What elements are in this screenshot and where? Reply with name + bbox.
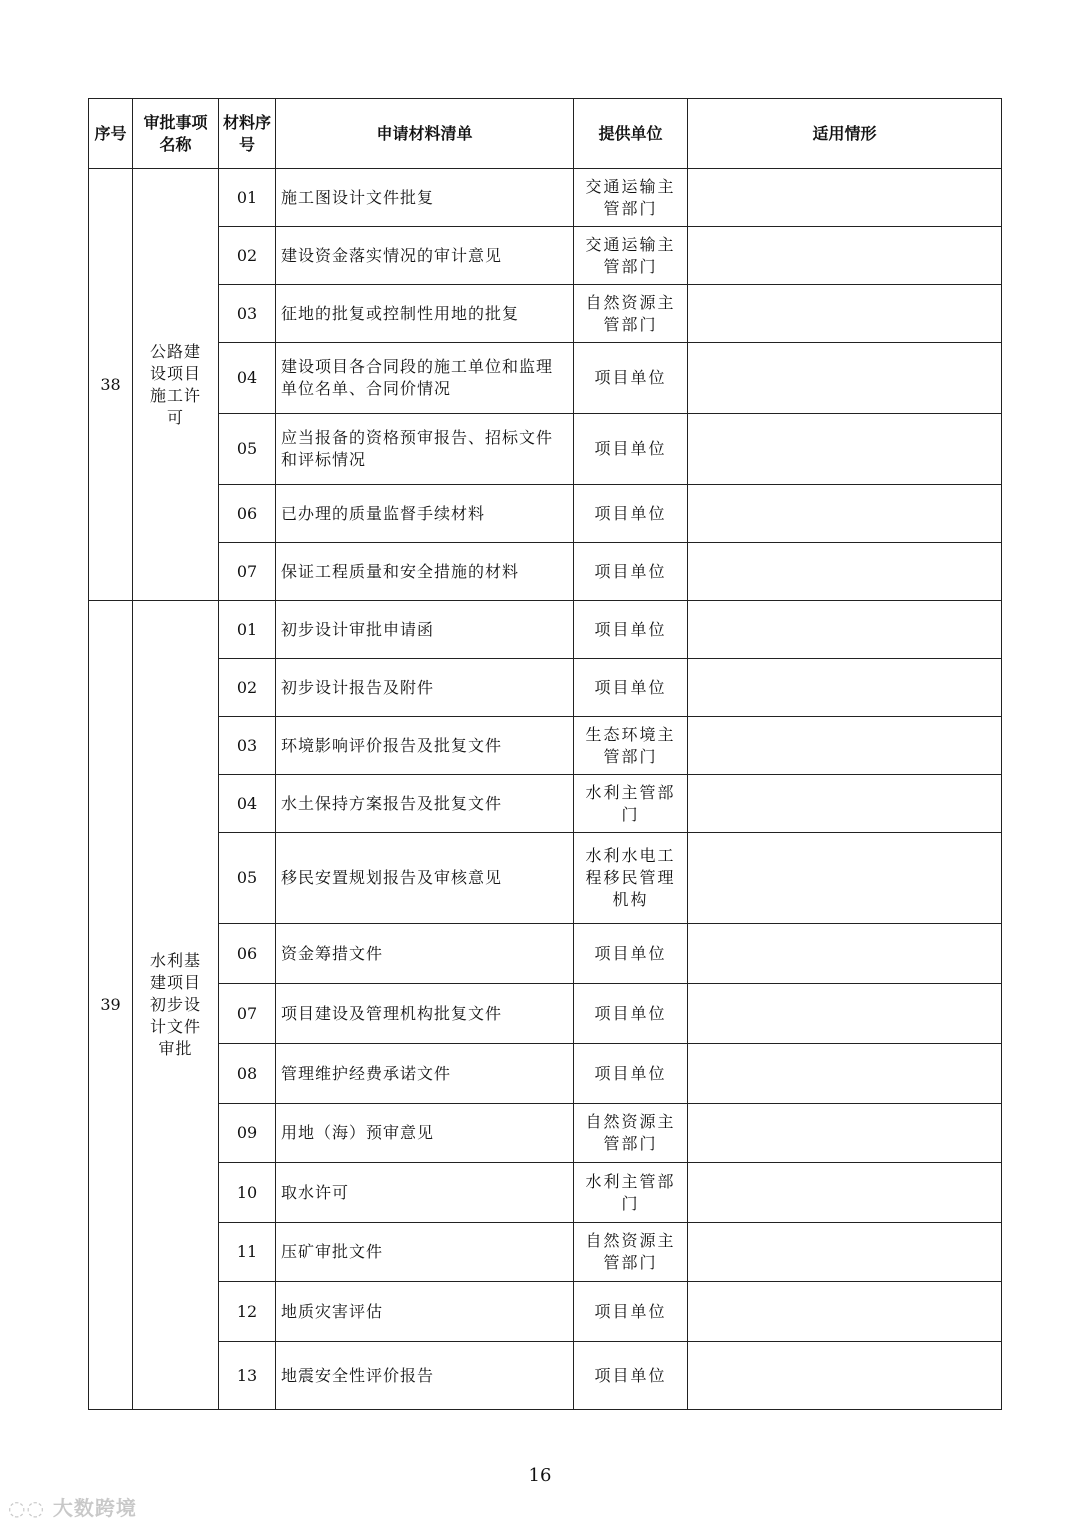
- table-row: [89, 775, 1002, 833]
- table-row: [89, 924, 1002, 984]
- applicable-case: [688, 227, 1002, 285]
- material-no: 09: [219, 1104, 276, 1163]
- table-row: [89, 601, 1002, 659]
- table-row: [89, 1104, 1002, 1163]
- material-no: 05: [219, 833, 276, 924]
- material-description: 移民安置规划报告及审核意见: [276, 833, 574, 924]
- header-seq: 序号: [89, 99, 133, 169]
- material-description: 征地的批复或控制性用地的批复: [276, 285, 574, 343]
- provider-unit: 项目单位: [574, 543, 688, 601]
- table-row: [89, 485, 1002, 543]
- material-description: 地质灾害评估: [276, 1282, 574, 1342]
- watermark-logo: [8, 1492, 137, 1521]
- table-row: [89, 227, 1002, 285]
- provider-unit: 项目单位: [574, 924, 688, 984]
- applicable-case: [688, 659, 1002, 717]
- table-row: [89, 1223, 1002, 1282]
- provider-unit: 项目单位: [574, 984, 688, 1044]
- provider-unit: 项目单位: [574, 1342, 688, 1410]
- provider-unit: 水利主管部门: [574, 775, 688, 833]
- material-no: 08: [219, 1044, 276, 1104]
- material-description: 初步设计报告及附件: [276, 659, 574, 717]
- table-row: [89, 1163, 1002, 1223]
- material-description: 项目建设及管理机构批复文件: [276, 984, 574, 1044]
- material-description: 水土保持方案报告及批复文件: [276, 775, 574, 833]
- applicable-case: [688, 1282, 1002, 1342]
- material-description: 地震安全性评价报告: [276, 1342, 574, 1410]
- material-no: 06: [219, 485, 276, 543]
- header-applicable-case: 适用情形: [688, 99, 1002, 169]
- provider-unit: 水利水电工程移民管理机构: [574, 833, 688, 924]
- material-description: 取水许可: [276, 1163, 574, 1223]
- material-no: 04: [219, 343, 276, 414]
- chat-bubble-icon: ◌◌: [8, 1496, 45, 1520]
- header-row: [89, 99, 1002, 169]
- applicable-case: [688, 984, 1002, 1044]
- material-no: 01: [219, 601, 276, 659]
- table-row: [89, 659, 1002, 717]
- approval-item-name: 水利基建项目初步设计文件审批: [133, 601, 219, 1410]
- applicable-case: [688, 1104, 1002, 1163]
- applicable-case: [688, 1223, 1002, 1282]
- applicable-case: [688, 717, 1002, 775]
- group-seq: 38: [89, 169, 133, 601]
- provider-unit: 项目单位: [574, 1044, 688, 1104]
- applicable-case: [688, 775, 1002, 833]
- provider-unit: 交通运输主管部门: [574, 169, 688, 227]
- table-row: [89, 343, 1002, 414]
- group-seq: 39: [89, 601, 133, 1410]
- material-no: 12: [219, 1282, 276, 1342]
- material-no: 03: [219, 717, 276, 775]
- material-description: 施工图设计文件批复: [276, 169, 574, 227]
- provider-unit: 交通运输主管部门: [574, 227, 688, 285]
- applicable-case: [688, 414, 1002, 485]
- applicable-case: [688, 601, 1002, 659]
- material-no: 11: [219, 1223, 276, 1282]
- applicable-case: [688, 543, 1002, 601]
- table-row: [89, 1342, 1002, 1410]
- page-number: 16: [528, 1465, 552, 1486]
- provider-unit: 生态环境主管部门: [574, 717, 688, 775]
- table-row: [89, 1044, 1002, 1104]
- material-no: 03: [219, 285, 276, 343]
- applicable-case: [688, 1044, 1002, 1104]
- material-description: 管理维护经费承诺文件: [276, 1044, 574, 1104]
- table-row: [89, 1282, 1002, 1342]
- material-description: 环境影响评价报告及批复文件: [276, 717, 574, 775]
- table-row: [89, 833, 1002, 924]
- provider-unit: 自然资源主管部门: [574, 1104, 688, 1163]
- material-description: 用地（海）预审意见: [276, 1104, 574, 1163]
- applicable-case: [688, 343, 1002, 414]
- table-row: [89, 285, 1002, 343]
- material-no: 02: [219, 659, 276, 717]
- header-item-name: 审批事项名称: [133, 99, 219, 169]
- header-provider: 提供单位: [574, 99, 688, 169]
- provider-unit: 水利主管部门: [574, 1163, 688, 1223]
- material-no: 13: [219, 1342, 276, 1410]
- material-no: 07: [219, 984, 276, 1044]
- table-row: [89, 414, 1002, 485]
- table-row: [89, 717, 1002, 775]
- applicable-case: [688, 285, 1002, 343]
- material-no: 05: [219, 414, 276, 485]
- watermark-text: 大数跨境: [52, 1496, 137, 1520]
- material-no: 10: [219, 1163, 276, 1223]
- applicable-case: [688, 924, 1002, 984]
- table-body: [89, 169, 1002, 1410]
- material-no: 04: [219, 775, 276, 833]
- applicable-case: [688, 1342, 1002, 1410]
- material-description: 建设项目各合同段的施工单位和监理单位名单、合同价情况: [276, 343, 574, 414]
- material-description: 压矿审批文件: [276, 1223, 574, 1282]
- provider-unit: 项目单位: [574, 659, 688, 717]
- table-row: [89, 169, 1002, 227]
- provider-unit: 自然资源主管部门: [574, 285, 688, 343]
- provider-unit: 项目单位: [574, 414, 688, 485]
- material-no: 02: [219, 227, 276, 285]
- materials-table: [88, 98, 1002, 1410]
- provider-unit: 项目单位: [574, 601, 688, 659]
- applicable-case: [688, 833, 1002, 924]
- material-description: 保证工程质量和安全措施的材料: [276, 543, 574, 601]
- table-row: [89, 984, 1002, 1044]
- header-material-no: 材料序号: [219, 99, 276, 169]
- material-description: 建设资金落实情况的审计意见: [276, 227, 574, 285]
- provider-unit: 自然资源主管部门: [574, 1223, 688, 1282]
- provider-unit: 项目单位: [574, 1282, 688, 1342]
- header-material-list: 申请材料清单: [276, 99, 574, 169]
- material-no: 06: [219, 924, 276, 984]
- provider-unit: 项目单位: [574, 485, 688, 543]
- material-description: 应当报备的资格预审报告、招标文件和评标情况: [276, 414, 574, 485]
- provider-unit: 项目单位: [574, 343, 688, 414]
- applicable-case: [688, 1163, 1002, 1223]
- material-description: 已办理的质量监督手续材料: [276, 485, 574, 543]
- material-description: 资金筹措文件: [276, 924, 574, 984]
- applicable-case: [688, 169, 1002, 227]
- material-description: 初步设计审批申请函: [276, 601, 574, 659]
- material-no: 01: [219, 169, 276, 227]
- table-row: [89, 543, 1002, 601]
- approval-item-name: 公路建设项目施工许可: [133, 169, 219, 601]
- applicable-case: [688, 485, 1002, 543]
- material-no: 07: [219, 543, 276, 601]
